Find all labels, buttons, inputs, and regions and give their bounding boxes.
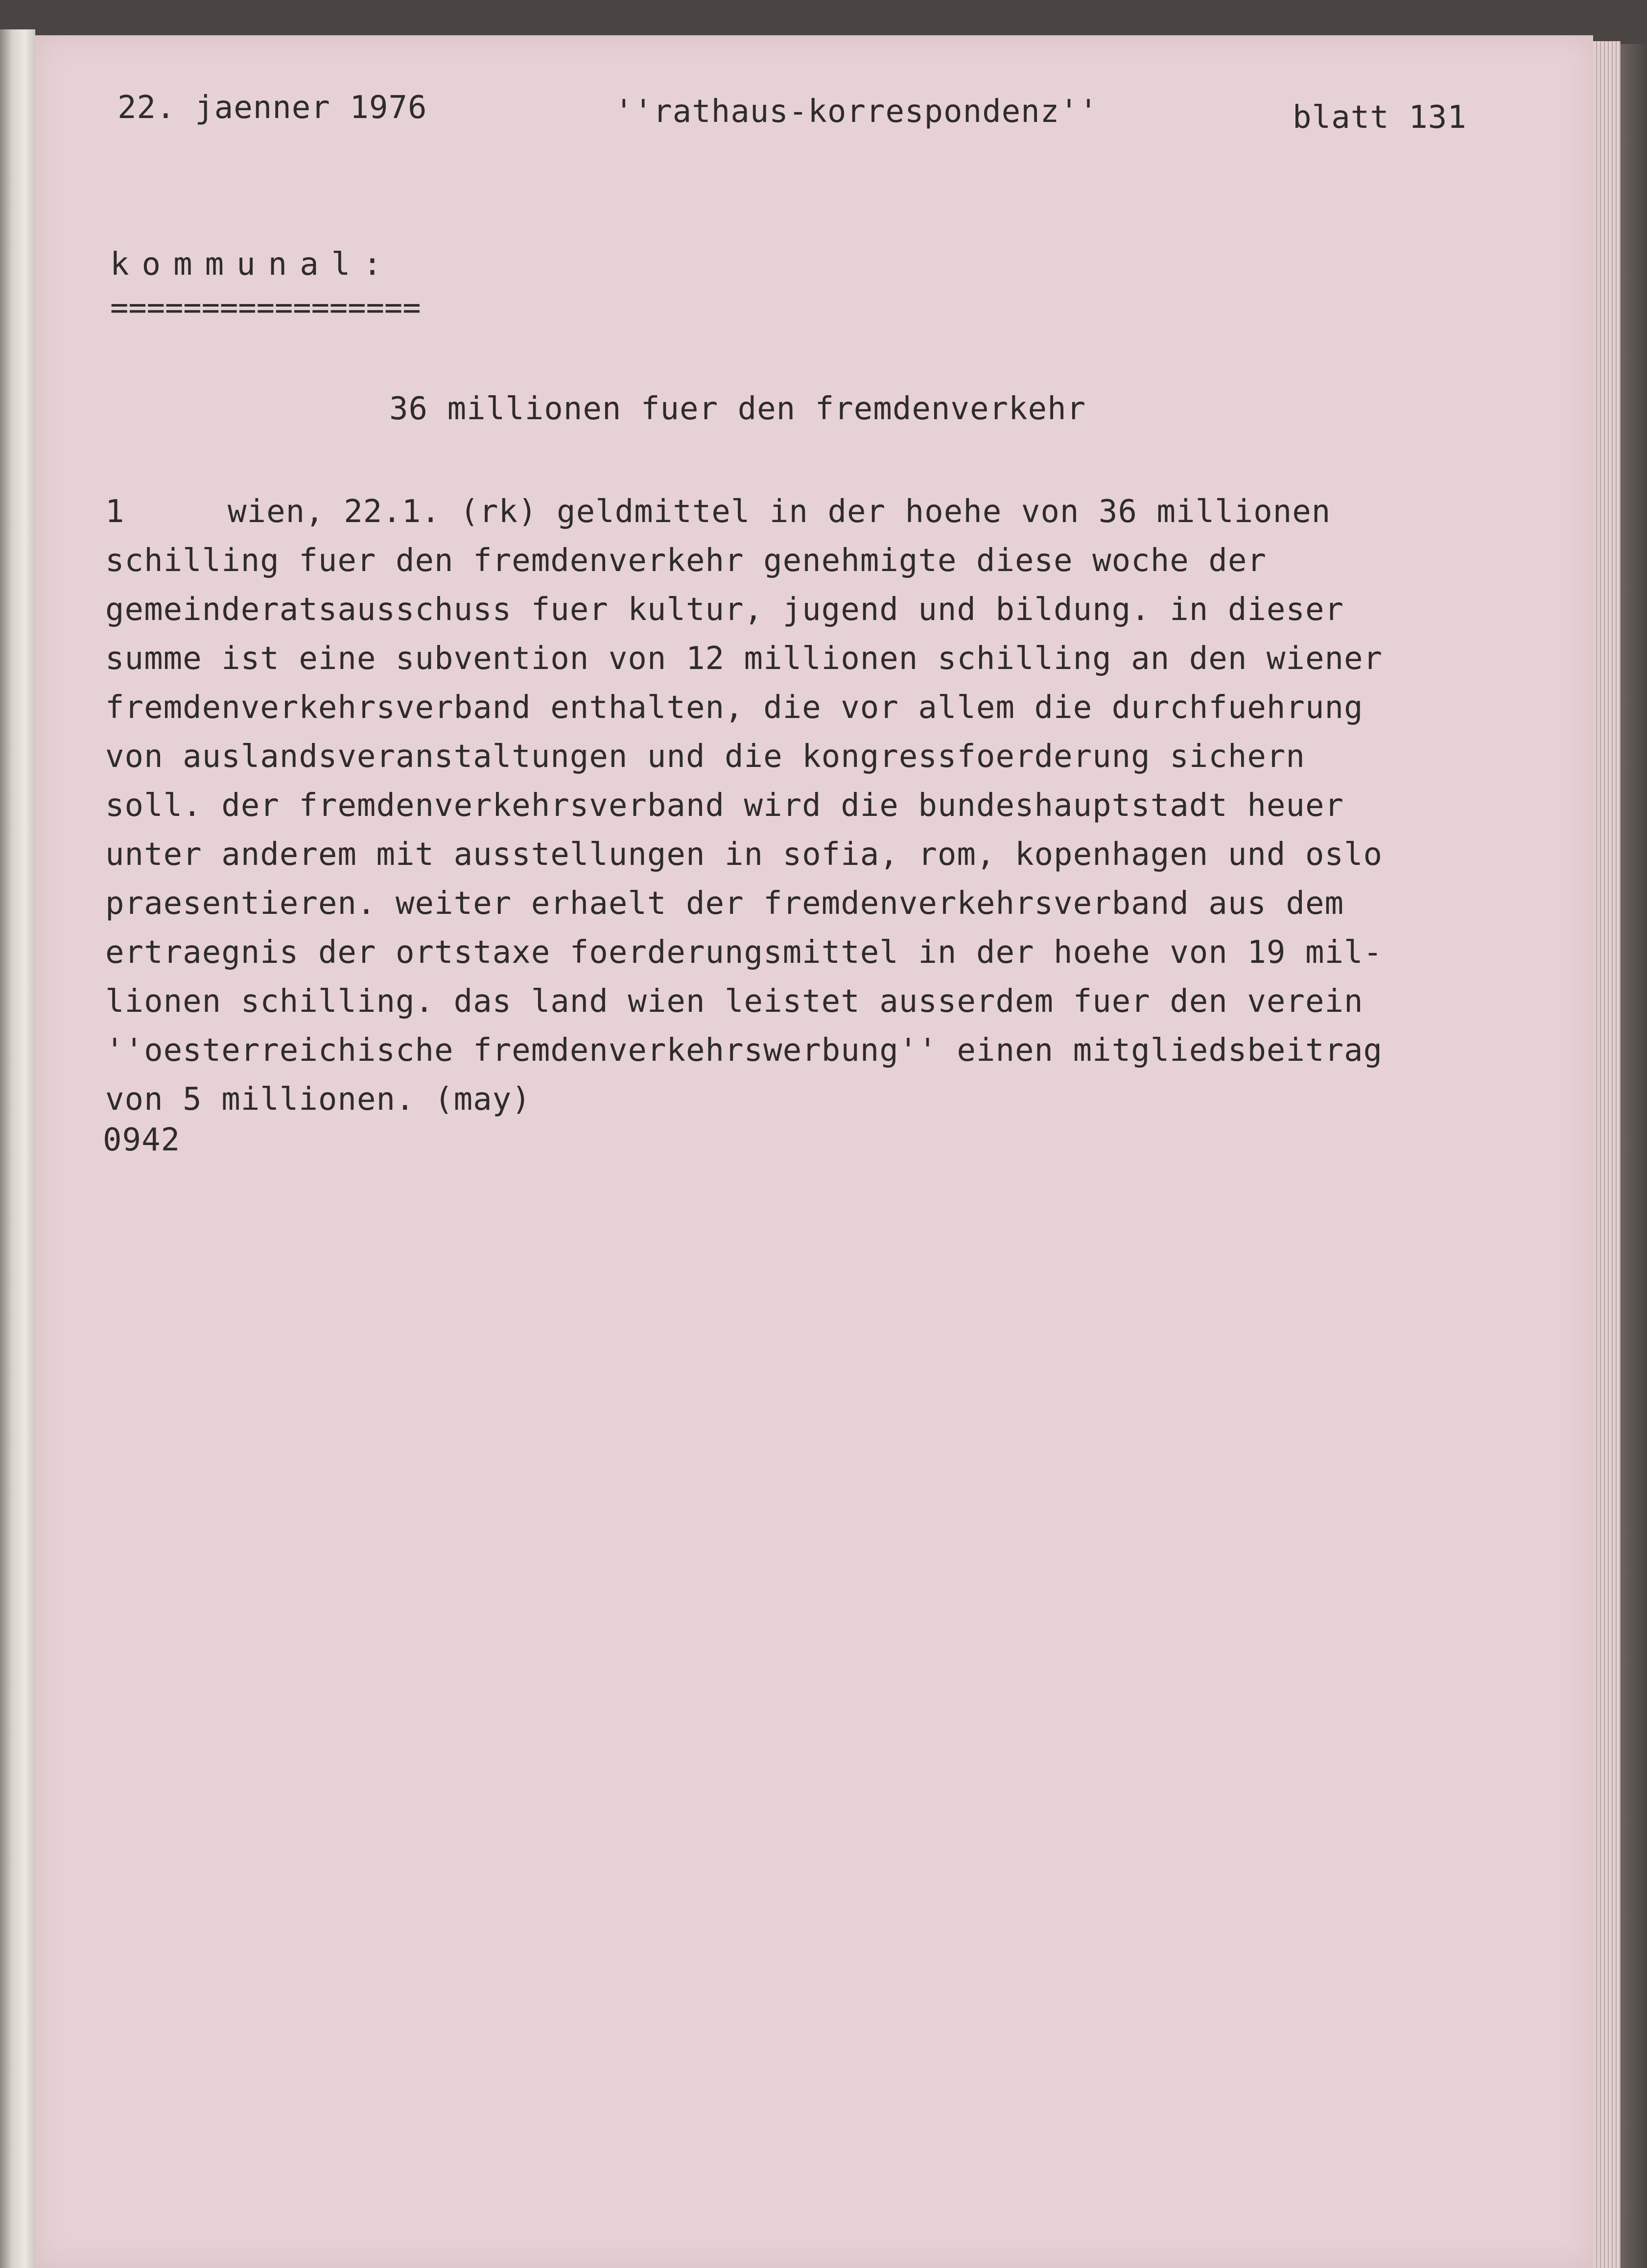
body-line: ''oesterreichische fremdenverkehrswerbung'' einen mitgliedsbeitrag — [105, 1032, 1383, 1069]
body-line: fremdenverkehrsverband enthalten, die vor allem die durchfuehrung — [105, 690, 1364, 726]
reference-code: 0942 — [103, 1122, 181, 1158]
document-sheet — [35, 35, 1593, 2268]
adjacent-page-edge — [0, 29, 35, 2268]
header-publication: ''rathaus-korrespondenz'' — [614, 94, 1099, 130]
article-headline: 36 millionen fuer den fremdenverkehr — [389, 391, 1086, 427]
header-date: 22. jaenner 1976 — [118, 90, 427, 126]
body-line: ertraegnis der ortstaxe foerderungsmittel in der hoehe von 19 mil- — [105, 934, 1383, 971]
body-line: unter anderem mit ausstellungen in sofia, rom, kopenhagen und oslo — [105, 836, 1383, 873]
page-stack-edges — [1593, 41, 1621, 2268]
binding-shadow — [1621, 44, 1647, 2268]
body-line: lionen schilling. das land wien leistet ausserdem fuer den verein — [105, 983, 1364, 1020]
body-line: summe ist eine subvention von 12 millionen schilling an den wiener — [105, 641, 1383, 677]
body-line: von auslandsveranstaltungen und die kongressfoerderung sichern — [105, 739, 1305, 775]
body-line: praesentieren. weiter erhaelt der fremdenverkehrsverband aus dem — [105, 885, 1344, 922]
section-underline: ================= — [110, 289, 421, 325]
article-body — [105, 487, 1476, 1124]
body-line: gemeinderatsausschuss fuer kultur, jugend und bildung. in dieser — [105, 592, 1344, 628]
body-line: wien, 22.1. (rk) geldmittel in der hoehe von 36 millionen — [228, 494, 1331, 530]
body-line: von 5 millionen. (may) — [105, 1081, 531, 1118]
body-line: soll. der fremdenverkehrsverband wird die bundeshauptstadt heuer — [105, 788, 1344, 824]
header-sheet-number: blatt 131 — [1293, 99, 1467, 136]
paragraph-number: 1 — [105, 494, 125, 530]
section-label: kommunal: — [110, 246, 395, 283]
body-line: schilling fuer den fremdenverkehr genehmigte diese woche der — [105, 543, 1267, 579]
